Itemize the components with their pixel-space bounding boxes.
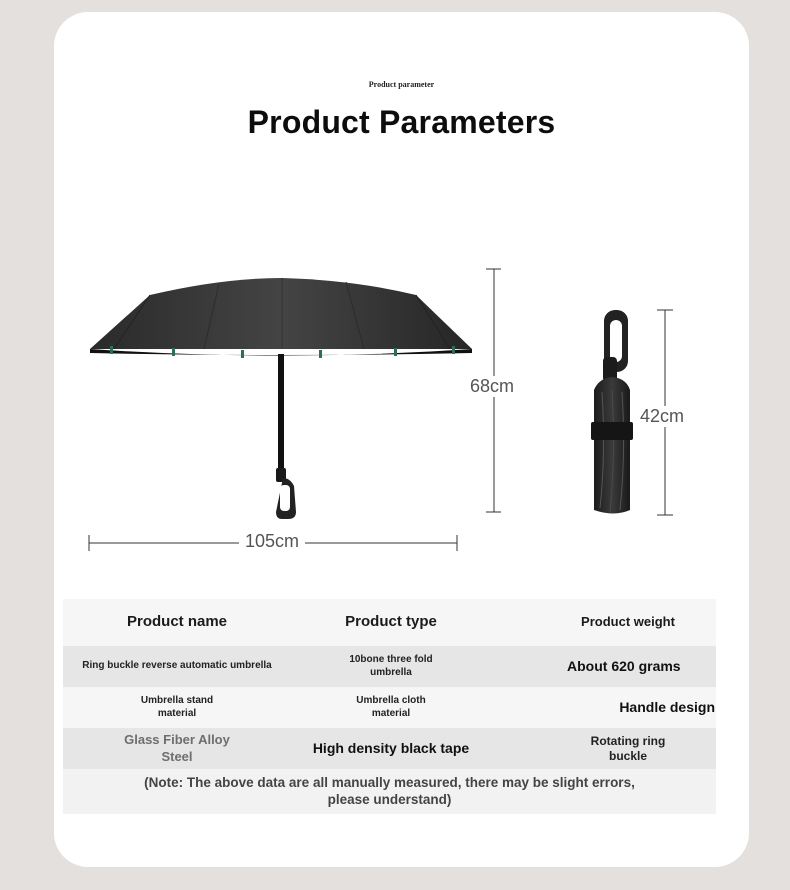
parameters-table [63, 599, 716, 814]
table-cell: Rotating ring buckle [590, 733, 666, 763]
folded-height-label: 42cm [634, 406, 690, 427]
open-width-label: 105cm [239, 531, 305, 552]
open-height-label: 68cm [464, 376, 520, 397]
table-cell: 10bone three fold umbrella [349, 654, 433, 678]
table-cell: Handle design [619, 698, 715, 715]
table-row [63, 646, 716, 687]
page-subtitle: Product parameter [368, 80, 435, 89]
product-card [54, 12, 749, 867]
header-product-weight: Product weight [581, 614, 675, 630]
table-cell: Ring buckle reverse automatic umbrella [82, 660, 272, 672]
table-row [63, 728, 716, 769]
header-product-name: Product name [126, 613, 228, 631]
measurement-note: (Note: The above data are all manually measured, there may be slight errors, please understand) [144, 774, 635, 807]
umbrella-illustration [54, 12, 749, 572]
table-cell: About 620 grams [567, 657, 681, 674]
table-row [63, 687, 716, 728]
table-cell: Umbrella stand material [140, 695, 214, 719]
page-title: Product Parameters [247, 104, 556, 140]
header-product-type: Product type [345, 613, 437, 631]
table-cell: Glass Fiber Alloy Steel [124, 732, 230, 764]
table-note-row [63, 769, 716, 814]
table-cell: High density black tape [312, 739, 470, 756]
table-header-row [63, 599, 716, 646]
folded-umbrella-image [591, 310, 633, 514]
open-umbrella-image [90, 278, 472, 519]
table-cell: Umbrella cloth material [356, 695, 426, 719]
